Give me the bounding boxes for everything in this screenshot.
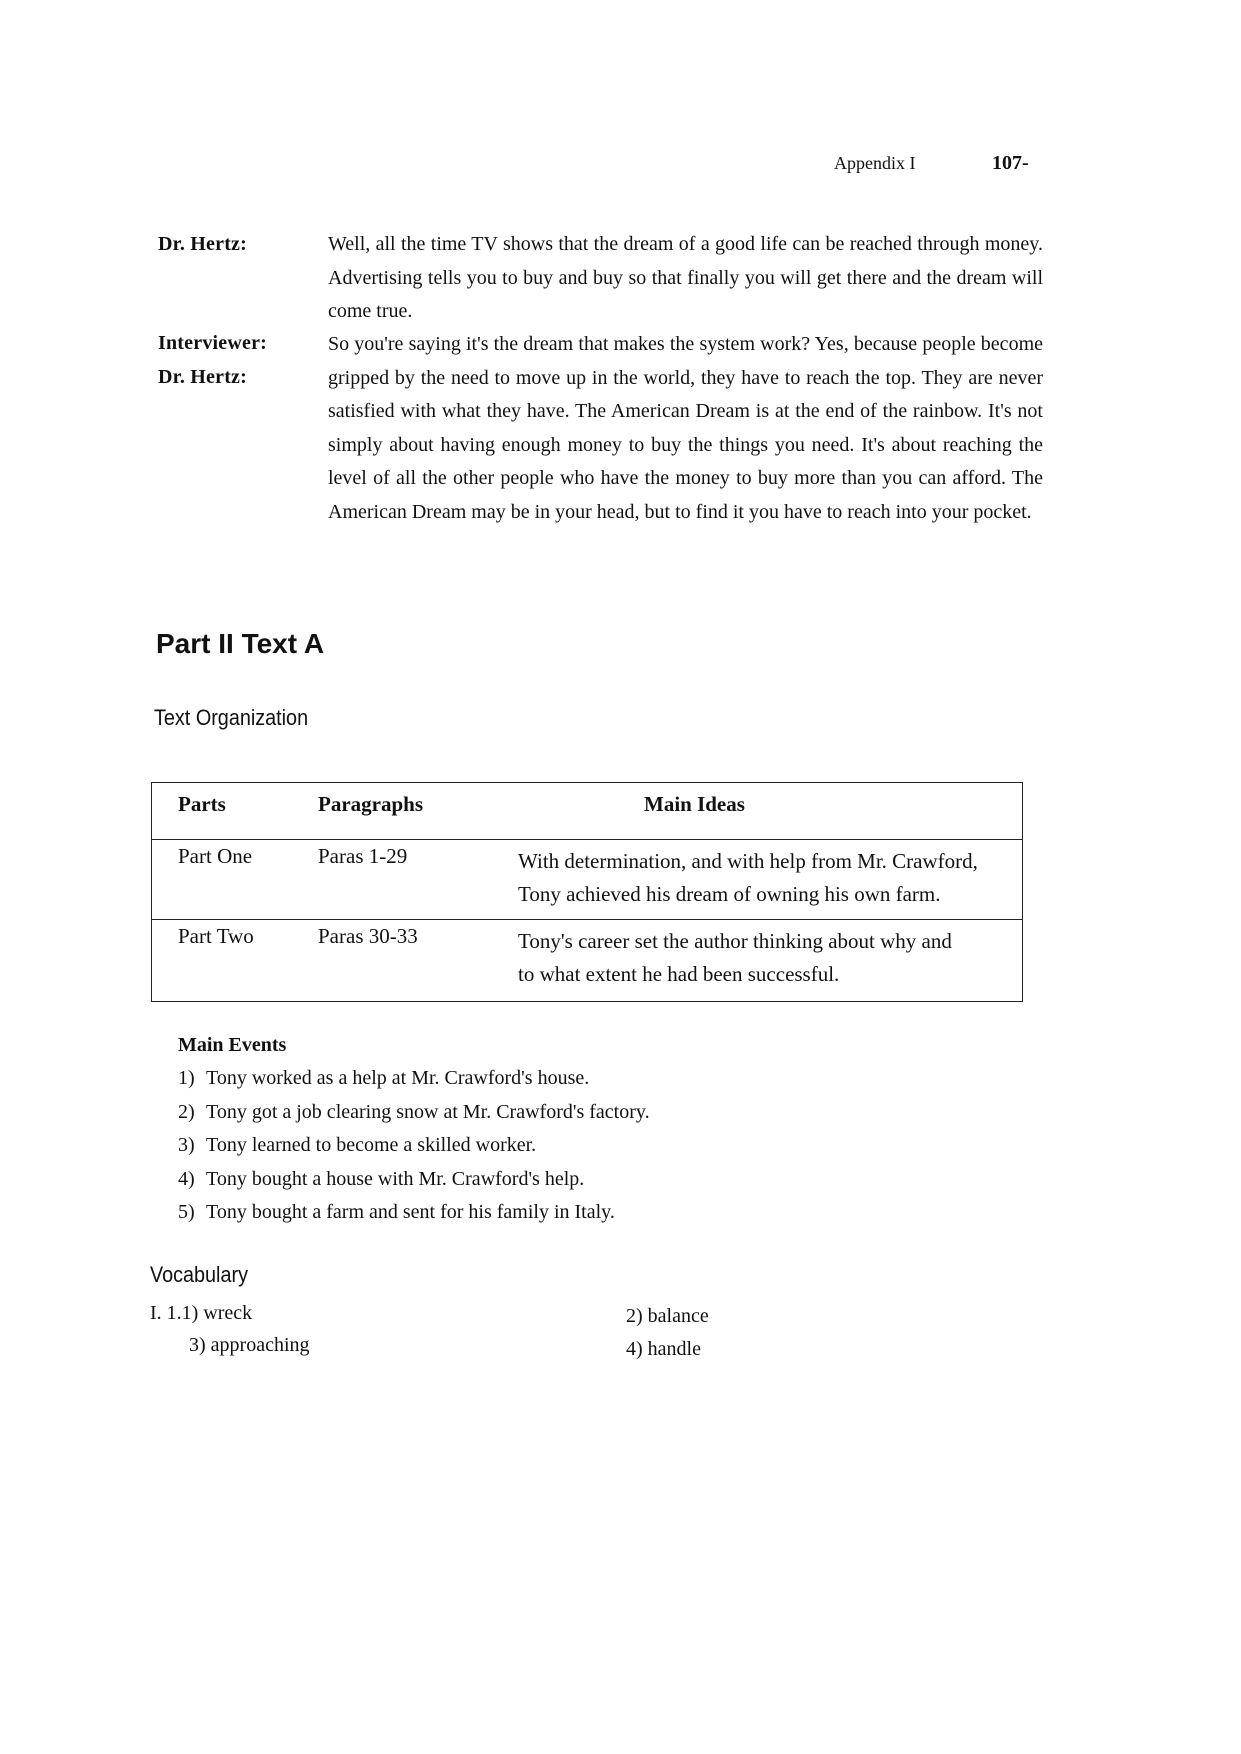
text-organization-heading: Text Organization bbox=[154, 705, 309, 730]
dialogue-paragraph: Well, all the time TV shows that the dream of a good life can be reached through money. Advertising tells you to buy and buy so that finally you will get there and the dream will come true. bbox=[328, 233, 1043, 322]
part-cell: Part One bbox=[178, 844, 253, 868]
main-events-list bbox=[178, 1062, 650, 1230]
paragraphs-cell: Paras 1-29 bbox=[318, 844, 408, 868]
list-item: 4) Tony bought a house with Mr. Crawford's help. bbox=[178, 1167, 585, 1190]
speaker-label: Dr. Hertz: bbox=[158, 366, 247, 388]
part-heading: Part II Text A bbox=[156, 628, 325, 659]
paragraphs-cell: Paras 30-33 bbox=[318, 924, 418, 948]
part-cell: Part Two bbox=[178, 924, 254, 948]
table-header-row bbox=[152, 783, 1022, 840]
vocabulary-answer: 2) balance bbox=[626, 1305, 709, 1327]
main-idea-cell: Tony's career set the author thinking about why and to what extent he had been successful. bbox=[518, 929, 952, 986]
list-item: 1) Tony worked as a help at Mr. Crawford's house. bbox=[178, 1067, 590, 1089]
vocabulary-answer: I. 1.1) wreck bbox=[150, 1302, 253, 1324]
page-number: 107- bbox=[992, 152, 1029, 174]
header-appendix-label: Appendix I bbox=[834, 153, 916, 173]
column-header-main-ideas: Main Ideas bbox=[644, 792, 745, 816]
dialogue-text bbox=[328, 228, 1043, 329]
dialogue-text bbox=[328, 328, 1043, 529]
list-item: 5) Tony bought a farm and sent for his family in Italy. bbox=[178, 1201, 615, 1223]
table-row bbox=[152, 919, 1022, 1001]
vocabulary-answer: 3) approaching bbox=[189, 1334, 310, 1356]
dialogue-answer: Yes, because people become gripped by the need to move up in the world, they have to reach the top. They are never satisfied with what they have. The American Dream is at the end of the rainbow. It's not simply about having enough money to buy the things you need. It's about reaching the level of all the other people who have the money to buy more than you can afford. The American Dream may be in your head, but to find it you have to reach into your pocket. bbox=[328, 333, 1043, 523]
table-row bbox=[152, 839, 1022, 920]
vocabulary-answer: 4) handle bbox=[626, 1338, 701, 1360]
vocabulary-heading: Vocabulary bbox=[150, 1262, 248, 1287]
speaker-label: Dr. Hertz: bbox=[158, 233, 247, 255]
main-idea-cell: With determination, and with help from Mr. Crawford, Tony achieved his dream of owning his own farm. bbox=[518, 849, 978, 906]
column-header-paragraphs: Paragraphs bbox=[318, 792, 423, 816]
column-header-parts: Parts bbox=[178, 792, 226, 816]
dialogue-paragraph bbox=[328, 328, 1043, 529]
dialogue-question: So you're saying it's the dream that makes the system work? bbox=[328, 333, 811, 355]
text-organization-table bbox=[151, 782, 1023, 1002]
list-item: 2) Tony got a job clearing snow at Mr. Crawford's factory. bbox=[178, 1100, 650, 1123]
main-events-heading: Main Events bbox=[178, 1034, 287, 1056]
speaker-label: Interviewer: bbox=[158, 332, 268, 354]
list-item: 3) Tony learned to become a skilled worker. bbox=[178, 1134, 537, 1156]
